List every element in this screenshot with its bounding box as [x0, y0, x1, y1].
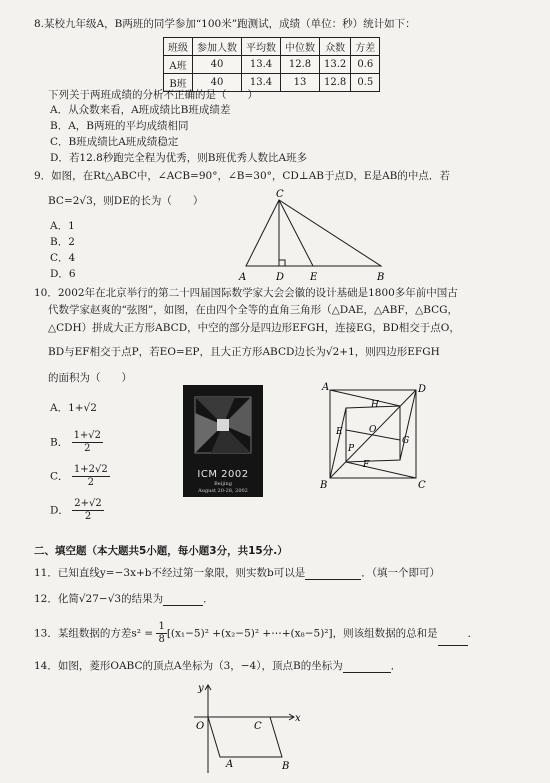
label-o: O — [196, 721, 205, 732]
q11-answer-blank[interactable] — [305, 579, 361, 580]
fraction-numerator: 1+2√2 — [73, 464, 108, 475]
triangle-abc — [246, 200, 381, 266]
label-d: D — [418, 384, 427, 395]
fraction-numerator: 1+√2 — [73, 430, 102, 441]
table-cell: 12.8 — [281, 56, 320, 74]
segment-ah — [330, 390, 400, 406]
q8-option-b: B．A，B两班的平均成绩相同 — [50, 120, 189, 132]
option-d-fraction — [72, 498, 103, 523]
label-a: A — [226, 759, 234, 770]
label-b: B — [282, 761, 290, 772]
table-header: 方差 — [351, 38, 380, 56]
q10-option-c — [50, 464, 110, 489]
label-b: B — [377, 272, 385, 283]
q8-question: 下列关于两班成绩的分析不正确的是（ ） — [48, 89, 258, 101]
q14-rhombus-figure — [190, 681, 310, 777]
fraction-numerator: 1 — [158, 621, 165, 632]
q9-condition: BC=2√3，则DE的长为（ ） — [48, 195, 204, 207]
label-c: C — [276, 189, 284, 200]
q12-answer-blank[interactable] — [163, 605, 203, 606]
table-cell: 0.5 — [351, 74, 380, 92]
q11-text: 11．已知直线y=−3x+b不经过第一象限，则实数b可以是 — [34, 567, 306, 579]
fraction-numerator: 2+√2 — [74, 498, 102, 509]
label-o: O — [369, 425, 377, 435]
q8-stem: 8.某校九年级A，B两班的同学参加“100米”跑测试，成绩（单位：秒）统计如下： — [34, 18, 416, 30]
q10-option-d — [50, 498, 104, 523]
q12 — [34, 592, 214, 606]
q10-option-a: A．1+√2 — [50, 402, 97, 414]
table-header: 班级 — [164, 38, 193, 56]
table-header-row — [164, 38, 380, 56]
option-label: B． — [50, 436, 69, 449]
label-c: C — [418, 480, 426, 490]
table-row — [164, 56, 380, 74]
q13-answer-blank[interactable] — [438, 645, 468, 646]
q12-text: 12．化简√27−√3的结果为 — [34, 593, 164, 605]
segment-dg — [400, 390, 416, 460]
label-d: D — [276, 272, 285, 283]
table-cell: A班 — [164, 56, 193, 74]
median-ce — [279, 200, 313, 266]
q9-option-c: C．4 — [50, 252, 76, 264]
q9-triangle-figure — [236, 188, 396, 284]
option-b-fraction — [72, 430, 103, 455]
table-header: 中位数 — [281, 38, 320, 56]
q8-stats-table — [163, 37, 380, 92]
q13-tail: ． — [467, 627, 479, 640]
label-y: y — [198, 683, 204, 694]
table-cell: 40 — [193, 74, 242, 92]
q10-zhao-shuang-figure — [318, 380, 428, 490]
option-label: C． — [50, 470, 69, 483]
label-a: A — [239, 272, 247, 283]
fraction-denominator: 8 — [158, 634, 165, 645]
option-label: D． — [50, 504, 69, 517]
q13-fraction — [156, 621, 166, 646]
poster-dates: August 20-28, 2002 — [198, 488, 248, 494]
segment-cf — [346, 462, 416, 478]
table-cell: B班 — [164, 74, 193, 92]
q10-line-4: BD与EF相交于点P，若EO=EP，且大正方形ABCD边长为√2+1，则四边形EFGH — [48, 346, 440, 358]
icm-logo — [183, 389, 263, 469]
table-cell: 12.8 — [320, 74, 351, 92]
poster-title: ICM 2002 — [197, 469, 249, 480]
q8-option-d: D．若12.8秒跑完全程为优秀，则B班优秀人数比A班多 — [50, 152, 308, 164]
q14 — [34, 659, 401, 673]
label-g: G — [402, 436, 410, 446]
q14-tail: ． — [390, 660, 402, 672]
fraction-denominator: 2 — [84, 443, 91, 454]
table-cell: 13 — [281, 74, 320, 92]
table-cell: 13.2 — [320, 56, 351, 74]
table-cell: 0.6 — [351, 56, 380, 74]
right-angle-mark — [279, 260, 285, 266]
table-header: 参加人数 — [193, 38, 242, 56]
q13-lead: 13．某组数据的方差s² = — [34, 627, 154, 640]
q13 — [34, 621, 478, 646]
q9-stem: 9．如图，在Rt△ABC中，∠ACB=90°，∠B=30°，CD⊥AB于点D，E是AB的中点．若 — [34, 170, 450, 182]
poster-city: Beijing — [214, 481, 232, 487]
label-b: B — [320, 480, 328, 490]
label-h: H — [371, 400, 379, 410]
table-header: 众数 — [320, 38, 351, 56]
table-cell: 13.4 — [242, 56, 281, 74]
table-cell: 40 — [193, 56, 242, 74]
option-c-fraction — [72, 464, 110, 489]
label-f: F — [363, 460, 370, 470]
q12-tail: ． — [203, 593, 214, 605]
label-e: E — [336, 427, 343, 437]
segment-be — [330, 408, 346, 478]
rhombus-oabc — [208, 717, 282, 757]
q11 — [34, 566, 440, 580]
table-header: 平均数 — [242, 38, 281, 56]
q9-option-a: A．1 — [50, 220, 75, 232]
q14-answer-blank[interactable] — [343, 672, 391, 673]
q10-line-1: 10．2002年在北京举行的第二十四届国际数学家大会会徽的设计基础是1800多年前中国古 — [34, 287, 458, 299]
table-cell: 13.4 — [242, 74, 281, 92]
label-p: P — [348, 444, 355, 454]
section-2-heading: 二、填空题（本大题共5小题，每小题3分，共15分.） — [34, 545, 288, 557]
label-a: A — [322, 382, 330, 393]
q13-expression: [(x₁−5)² +(x₂−5)² +⋯+(x₈−5)²]，则该组数据的总和是 — [166, 627, 438, 640]
fraction-denominator: 2 — [84, 511, 92, 522]
q8-option-a: A．从众数来看，A班成绩比B班成绩差 — [50, 104, 231, 116]
label-c: C — [254, 721, 262, 732]
q14-text: 14．如图，菱形OABC的顶点A坐标为（3，−4），顶点B的坐标为 — [34, 660, 343, 672]
q9-option-b: B．2 — [50, 236, 75, 248]
q10-line-3: △CDH）拼成大正方形ABCD，中空的部分是四边形EFGH，连接EG，BD相交于点O， — [48, 322, 460, 334]
icm-poster-image — [183, 385, 263, 497]
q8-option-c: C．B班成绩比A班成绩稳定 — [50, 136, 179, 148]
q10-option-b — [50, 430, 103, 455]
fraction-denominator: 2 — [87, 477, 94, 488]
label-x: x — [295, 713, 301, 724]
q9-option-d: D．6 — [50, 268, 76, 280]
label-e: E — [310, 272, 318, 283]
q11-tail: ．（填一个即可） — [361, 567, 440, 579]
q10-line-2: 代数学家赵爽的“弦图”，如图，在由四个全等的直角三角形（△DAE，△ABF，△BCG， — [48, 304, 459, 316]
q10-line-5: 的面积为（ ） — [48, 372, 132, 384]
